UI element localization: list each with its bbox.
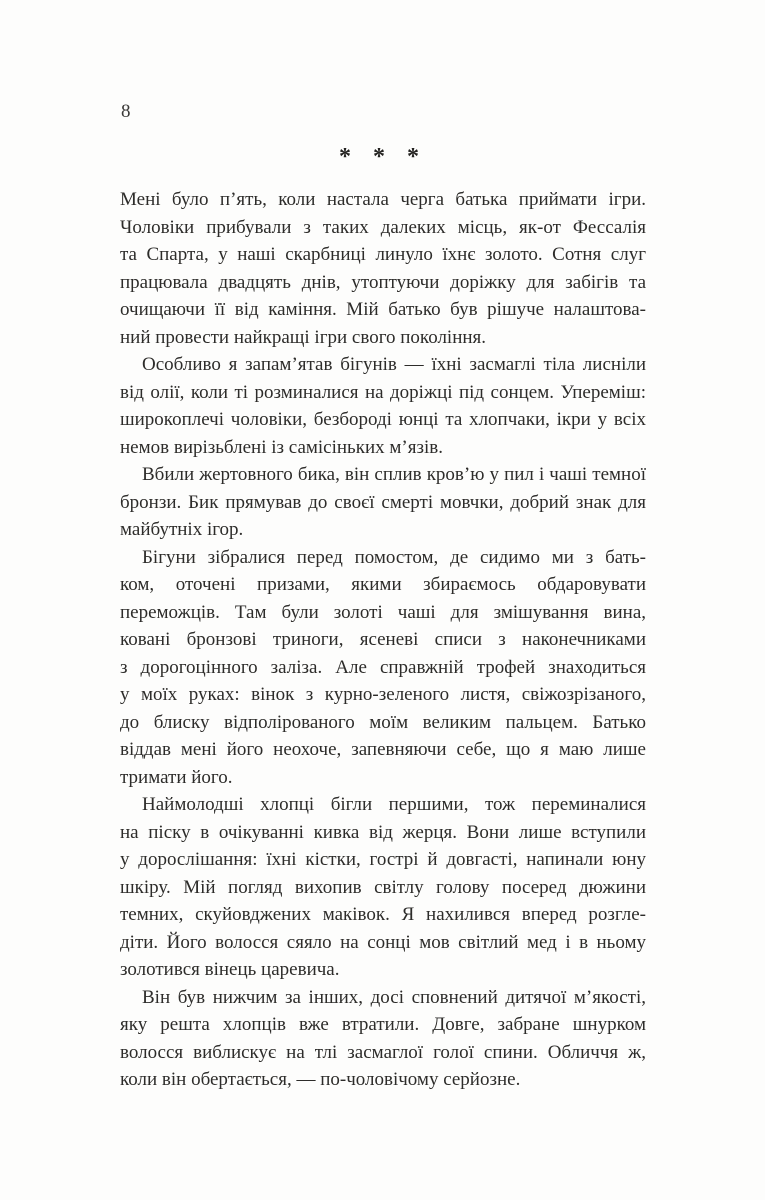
paragraph xyxy=(120,461,646,544)
paragraph xyxy=(120,791,646,984)
text-line: Він був нижчим за інших, досі сповнений дитячої м’якості, xyxy=(142,986,646,1008)
text-line: працювала двадцять днів, утоптуючи доріжку для забігів та xyxy=(120,271,646,293)
text-line: очищаючи її від каміння. Мій батько був рішуче налаштова- xyxy=(120,299,646,320)
text-line: Наймолодші хлопці бігли першими, тож переминалися xyxy=(142,794,646,815)
text-line: від олії, коли ті розминалися на доріжці під сонцем. Упереміш: xyxy=(120,381,646,403)
text-line: яку решта хлопців вже втратили. Довге, забране шнурком xyxy=(120,1014,646,1035)
text-line: тримати його. xyxy=(120,766,233,788)
text-line: шкіру. Мій погляд вихопив світлу голову посеред дюжини xyxy=(120,876,646,898)
paragraph xyxy=(120,186,646,351)
text-line: ний провести найкращі ігри свого покоління. xyxy=(120,326,487,348)
text-line: до блиску відполірованого моїм великим пальцем. Батько xyxy=(120,711,646,733)
text-line: ком, оточені призами, якими збираємось обдаровувати xyxy=(120,574,646,595)
text-line: та Спарта, у наші скарбниці линуло їхнє золото. Сотня слуг xyxy=(120,244,646,265)
text-line: майбутніх ігор. xyxy=(120,519,244,540)
text-line: волосся виблискує на тлі засмаглої голої спини. Обличчя ж, xyxy=(120,1041,646,1063)
text-line: широкоплечі чоловіки, безбороді юнці та хлопчаки, ікри у всіх xyxy=(120,409,646,430)
text-line: переможців. Там були золоті чаші для змішування вина, xyxy=(120,601,646,623)
text-line: коли він обертається, — по-чоловічому серйозне. xyxy=(120,1069,521,1090)
paragraph xyxy=(120,984,646,1094)
section-separator: * * * xyxy=(339,144,427,170)
text-line: Вбили жертовного бика, він сплив кров’ю у пил і чаші темної xyxy=(142,464,646,485)
text-line: Бігуни зібралися перед помостом, де сидимо ми з бать- xyxy=(142,546,646,568)
text-line: діти. Його волосся сяяло на сонці мов світлий мед і в ньому xyxy=(120,931,646,953)
text-line: з дорогоцінного заліза. Але справжній трофей знаходиться xyxy=(120,656,646,678)
text-line: Чоловіки прибували з таких далеких місць, як-от Фессалія xyxy=(120,216,646,238)
text-line: темних, скуйовджених маківок. Я нахилився вперед розгле- xyxy=(120,904,646,925)
text-line: Мені було п’ять, коли настала черга батька приймати ігри. xyxy=(120,189,646,210)
text-line: Особливо я запам’ятав бігунів — їхні засмаглі тіла лисніли xyxy=(142,354,646,375)
text-line: на піску в очікуванні кивка від жерця. Вони лише вступили xyxy=(120,821,646,843)
paragraph xyxy=(120,544,646,792)
text-block xyxy=(120,186,646,1094)
text-line: віддав мені його неохоче, запевняючи себе, що я маю лише xyxy=(120,739,646,760)
text-line: ковані бронзові триноги, ясеневі списи з наконечниками xyxy=(120,629,646,650)
text-line: у моїх руках: вінок з курно-зеленого листя, свіжозрізаного, xyxy=(120,684,646,705)
text-line: немов вирізьблені із самісіньких м’язів. xyxy=(120,436,443,458)
page-number: 8 xyxy=(121,101,131,122)
paragraph xyxy=(120,351,646,461)
text-line: бронзи. Бик прямував до своєї смерті мовчки, добрий знак для xyxy=(120,491,646,513)
text-line: у дорослішання: їхні кістки, гострі й довгасті, напинали юну xyxy=(120,849,646,870)
text-line: золотився вінець царевича. xyxy=(120,959,340,980)
